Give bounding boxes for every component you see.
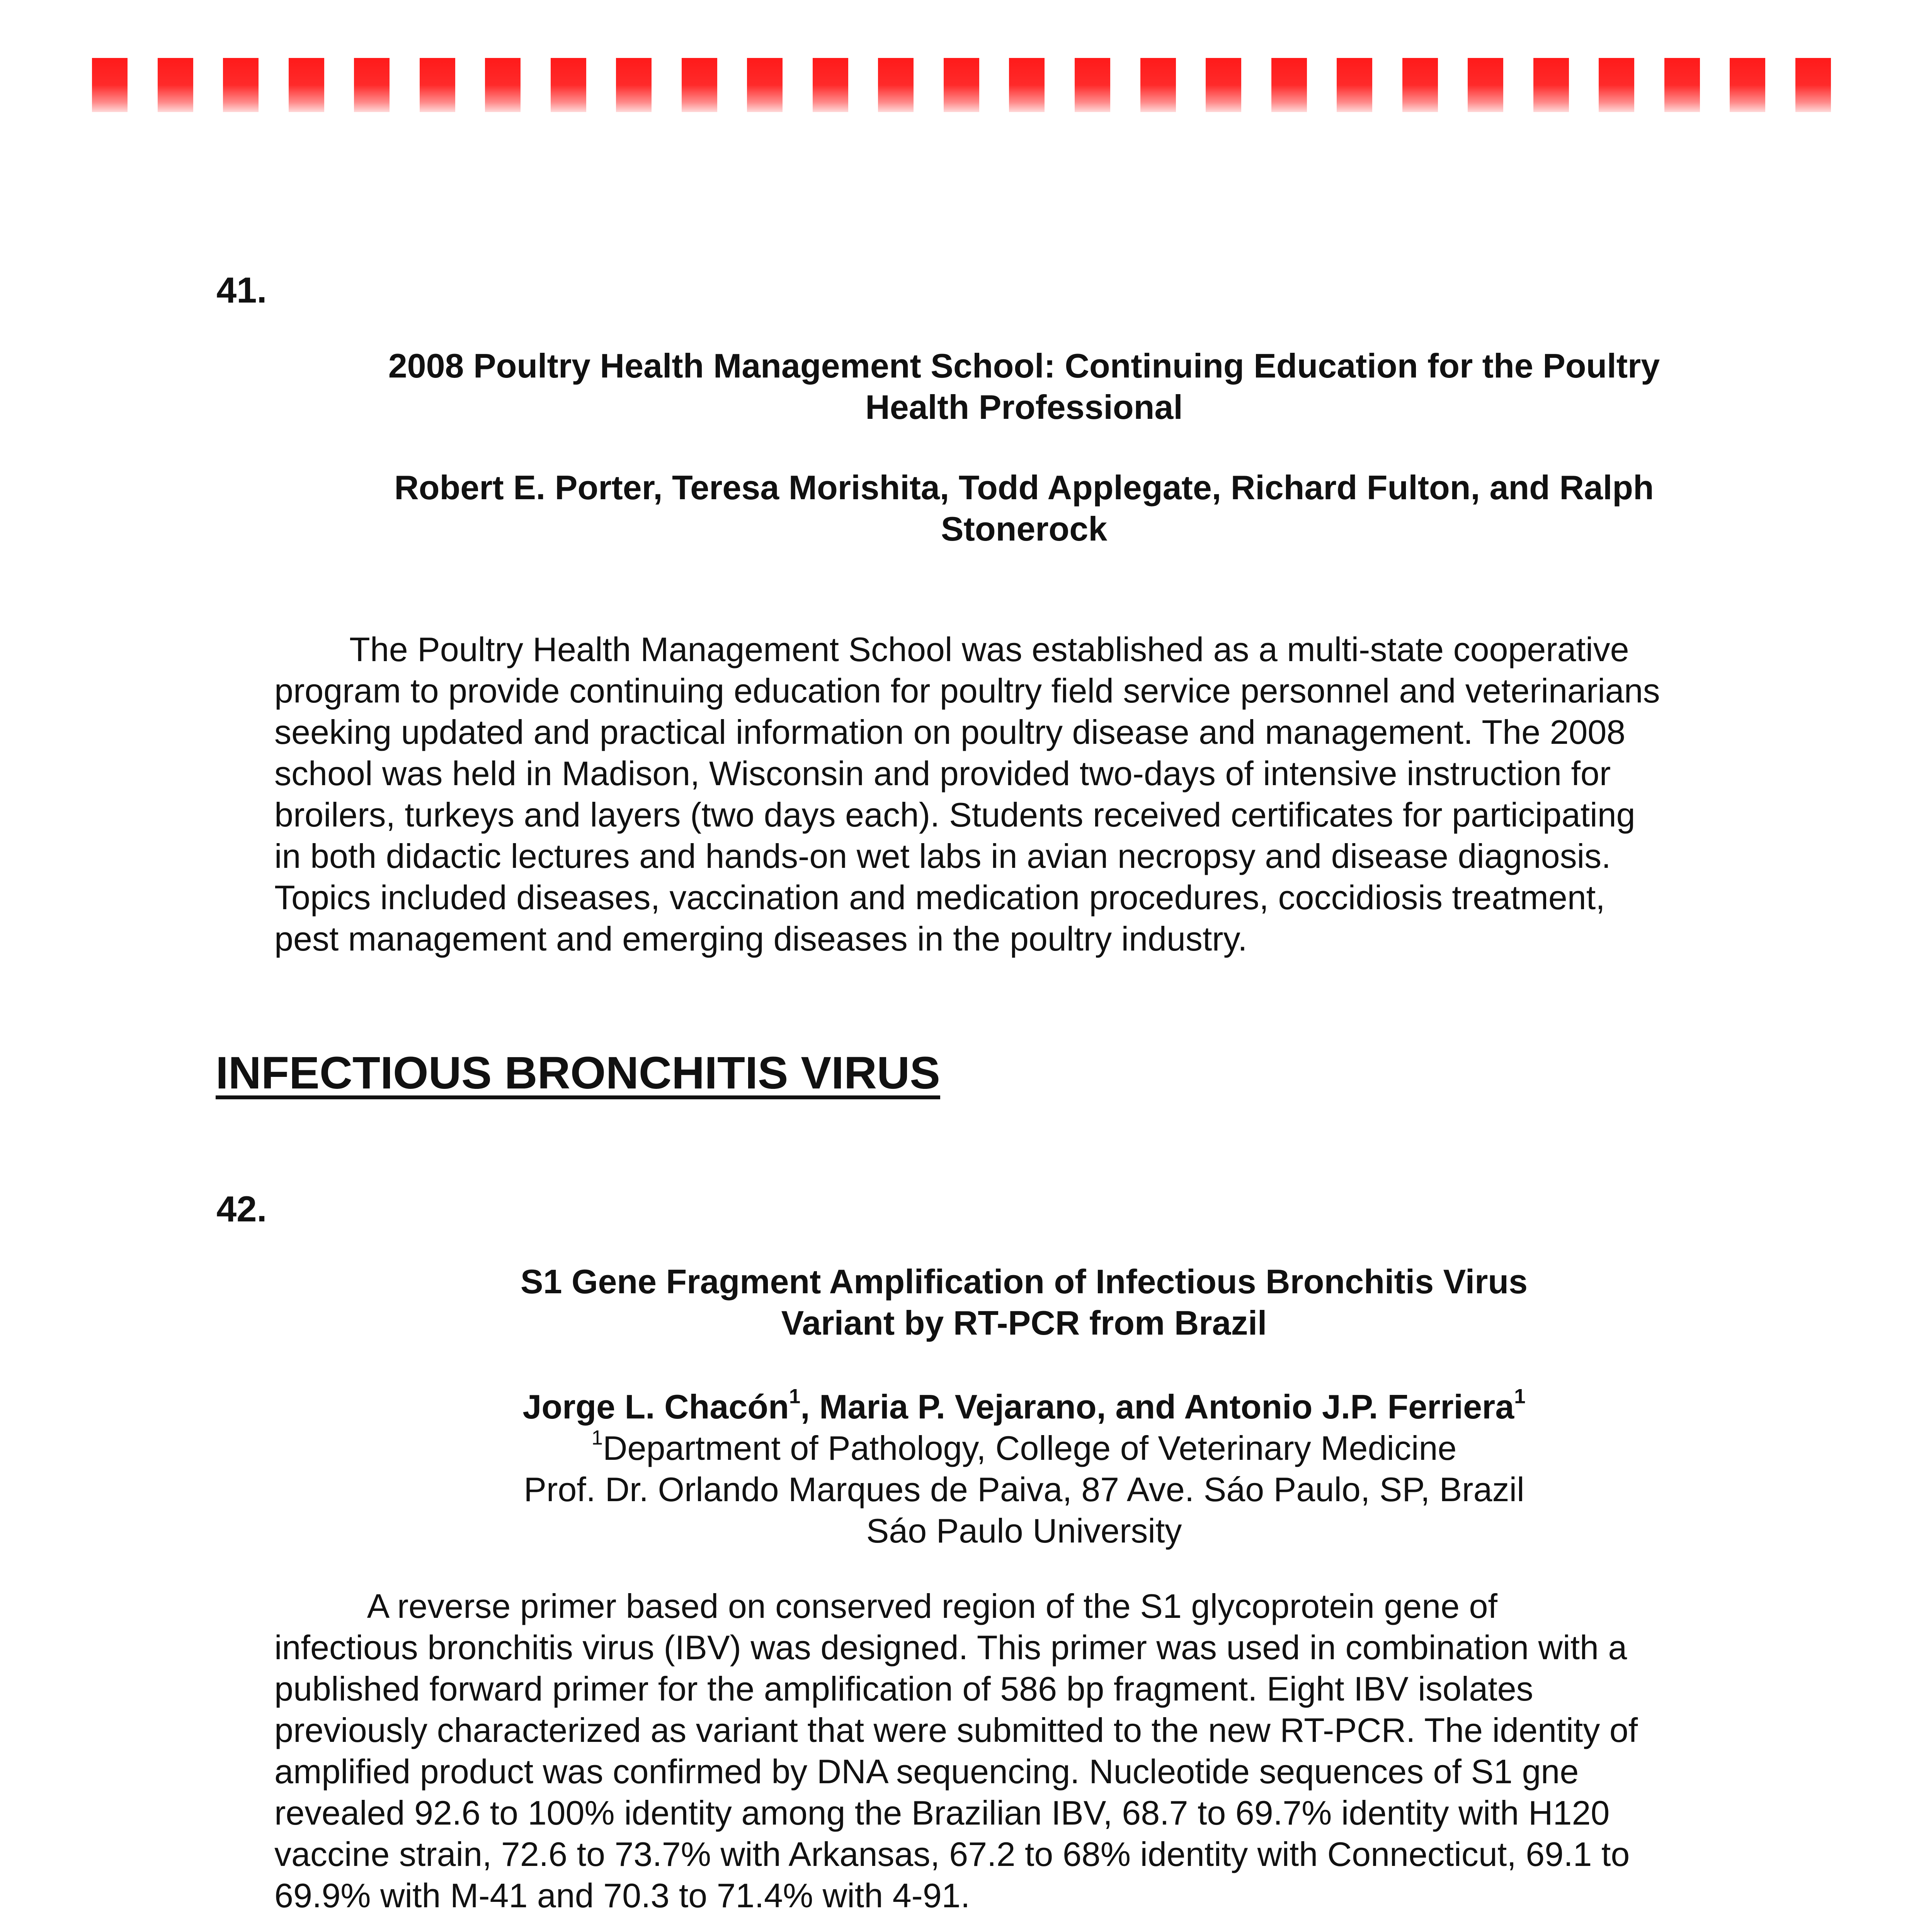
decorative-block [1140,58,1176,112]
decorative-block [878,58,914,112]
abstract-line: The Poultry Health Management School was established as a multi-state cooperative [274,630,1629,668]
affiliation-marker: 1 [789,1385,801,1408]
title-line: S1 Gene Fragment Amplification of Infectious Bronchitis Virus [520,1262,1528,1301]
abstract-line: Topics included diseases, vaccination and medication procedures, coccidiosis treatment, [274,878,1605,917]
abstract-line: A reverse primer based on conserved region of the S1 glycoprotein gene of [274,1587,1497,1625]
abstract-body [274,629,1735,959]
abstract-line: infectious bronchitis virus (IBV) was designed. This primer was used in combination with a [274,1628,1627,1667]
decorative-block [158,58,193,112]
decorative-block [1730,58,1765,112]
decorative-block [420,58,455,112]
decorative-block [1009,58,1045,112]
author-list [271,1386,1778,1427]
abstract-line: school was held in Madison, Wisconsin and provided two-days of intensive instruction for [274,754,1611,793]
abstract-number: 42. [216,1189,267,1229]
author-name: Jorge L. Chacón [522,1388,789,1426]
decorative-block [1075,58,1110,112]
title-line: Health Professional [865,388,1183,426]
affiliation-line: $^1$Department of Pathology, College of Veterinary Medicine [591,1426,1457,1467]
abstract-line: program to provide continuing education for poultry field service personnel and veterinarians [274,672,1660,710]
author-names: , Maria P. Vejarano, and Antonio J.P. Ferriera [800,1388,1514,1426]
abstract-title [271,345,1778,428]
decorative-block [747,58,783,112]
affiliation-marker: 1 [591,1426,603,1449]
affiliation-line: Sáo Paulo University [866,1512,1182,1550]
abstract-line: pest management and emerging diseases in the poultry industry. [274,920,1247,958]
decorative-block [1795,58,1831,112]
decorative-block [1337,58,1372,112]
affiliation-marker: 1 [1514,1385,1526,1408]
author-list [271,467,1778,549]
decorative-block [1402,58,1438,112]
abstract-number: 41. [216,270,267,310]
author-line: Robert E. Porter, Teresa Morishita, Todd Applegate, Richard Fulton, and Ralph [394,468,1654,507]
abstract-line: amplified product was confirmed by DNA sequencing. Nucleotide sequences of S1 gne [274,1752,1579,1791]
decorative-block [616,58,652,112]
decorative-block [289,58,324,112]
abstract-body [274,1585,1735,1916]
section-heading: INFECTIOUS BRONCHITIS VIRUS [216,1048,940,1099]
title-line: 2008 Poultry Health Management School: Continuing Education for the Poultry [388,347,1660,385]
abstract-line: previously characterized as variant that were submitted to the new RT-PCR. The identity of [274,1711,1638,1749]
decorative-block [1206,58,1241,112]
abstract-line: in both didactic lectures and hands-on wet labs in avian necropsy and disease diagnosis. [274,837,1611,875]
author-line: Stonerock [941,510,1108,548]
abstract-title [271,1261,1778,1344]
affiliation [271,1427,1778,1551]
decorative-header-bar [92,58,1831,112]
decorative-block [1533,58,1569,112]
decorative-block [1599,58,1634,112]
abstract-line: vaccine strain, 72.6 to 73.7% with Arkansas, 67.2 to 68% identity with Connecticut, 69.1 to [274,1835,1630,1873]
decorative-block [1271,58,1307,112]
abstract-line: 69.9% with M-41 and 70.3 to 71.4% with 4-91. [274,1876,970,1915]
abstract-line: seeking updated and practical information on poultry disease and management. The 2008 [274,713,1626,751]
decorative-block [944,58,979,112]
decorative-block [485,58,521,112]
decorative-block [1664,58,1700,112]
abstract-line: revealed 92.6 to 100% identity among the Brazilian IBV, 68.7 to 69.7% identity with H120 [274,1794,1610,1832]
decorative-block [682,58,717,112]
decorative-block [551,58,586,112]
decorative-block [354,58,390,112]
decorative-block [1468,58,1503,112]
decorative-block [813,58,848,112]
title-line: Variant by RT-PCR from Brazil [781,1304,1267,1342]
decorative-block [223,58,259,112]
abstract-line: broilers, turkeys and layers (two days each). Students received certificates for participating [274,796,1635,834]
abstract-line: published forward primer for the amplification of 586 bp fragment. Eight IBV isolates [274,1670,1533,1708]
affiliation-line: Prof. Dr. Orlando Marques de Paiva, 87 Ave. Sáo Paulo, SP, Brazil [524,1470,1524,1509]
decorative-block [92,58,128,112]
